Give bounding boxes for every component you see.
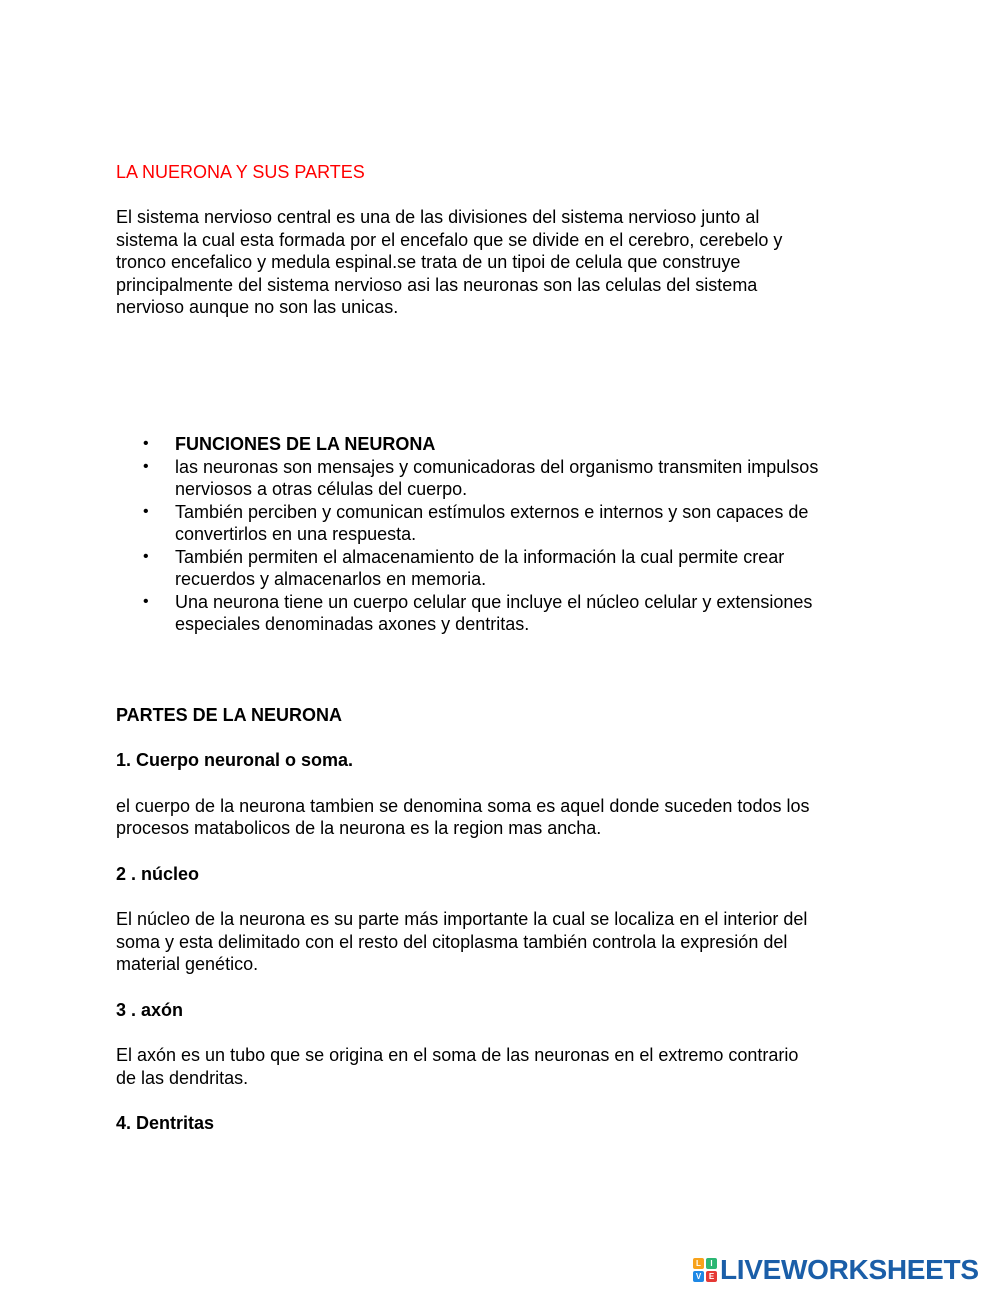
intro-line: sistema la cual esta formada por el encefalo que se divide en el cerebro, cerebelo y (116, 230, 783, 250)
section-body-line: soma y esta delimitado con el resto del citoplasma también controla la expresión del (116, 932, 788, 952)
bullet-icon: • (143, 503, 149, 520)
section-body-line: el cuerpo de la neurona tambien se denomina soma es aquel donde suceden todos los (116, 796, 810, 816)
logo-squares-icon (693, 1258, 717, 1282)
liveworksheets-logo (693, 1256, 979, 1284)
intro-line: principalmente del sistema nervioso asi las neuronas son las celulas del sistema (116, 275, 758, 295)
section-body-line: procesos matabolicos de la neurona es la region mas ancha. (116, 818, 602, 838)
intro-line: El sistema nervioso central es una de las divisiones del sistema nervioso junto al (116, 207, 760, 227)
logo-square-v: V (693, 1271, 704, 1282)
function-item-line: Una neurona tiene un cuerpo celular que incluye el núcleo celular y extensiones (175, 592, 813, 612)
section-heading-dentritas: 4. Dentritas (116, 1113, 215, 1133)
function-item-line: recuerdos y almacenarlos en memoria. (175, 569, 487, 589)
function-item-line: especiales denominadas axones y dentritas. (175, 614, 530, 634)
logo-text: LIVEWORKSHEETS (720, 1254, 979, 1285)
section-heading-soma: 1. Cuerpo neuronal o soma. (116, 750, 354, 770)
bullet-icon: • (143, 548, 149, 565)
section-body-line: El núcleo de la neurona es su parte más importante la cual se localiza en el interior del (116, 909, 808, 929)
section-heading-axon: 3 . axón (116, 1000, 184, 1020)
parts-heading: PARTES DE LA NEURONA (116, 705, 343, 725)
section-body-line: de las dendritas. (116, 1068, 249, 1088)
section-body-line: El axón es un tubo que se origina en el soma de las neuronas en el extremo contrario (116, 1045, 799, 1065)
function-item-line: También permiten el almacenamiento de la información la cual permite crear (175, 547, 785, 567)
function-item-line: convertirlos en una respuesta. (175, 524, 417, 544)
section-heading-nucleo: 2 . núcleo (116, 864, 200, 884)
section-body-line: material genético. (116, 954, 259, 974)
bullet-icon: • (143, 435, 149, 452)
bullet-icon: • (143, 458, 149, 475)
document-title: LA NUERONA Y SUS PARTES (116, 162, 365, 182)
function-item-line: También perciben y comunican estímulos externos e internos y son capaces de (175, 502, 809, 522)
functions-heading: FUNCIONES DE LA NEURONA (175, 434, 436, 454)
logo-square-l: L (693, 1258, 704, 1269)
intro-line: nervioso aunque no son las unicas. (116, 297, 399, 317)
intro-line: tronco encefalico y medula espinal.se trata de un tipoi de celula que construye (116, 252, 741, 272)
logo-square-e: E (706, 1271, 717, 1282)
bullet-icon: • (143, 593, 149, 610)
logo-square-i: I (706, 1258, 717, 1269)
function-item-line: las neuronas son mensajes y comunicadoras del organismo transmiten impulsos (175, 457, 819, 477)
function-item-line: nerviosos a otras células del cuerpo. (175, 479, 468, 499)
